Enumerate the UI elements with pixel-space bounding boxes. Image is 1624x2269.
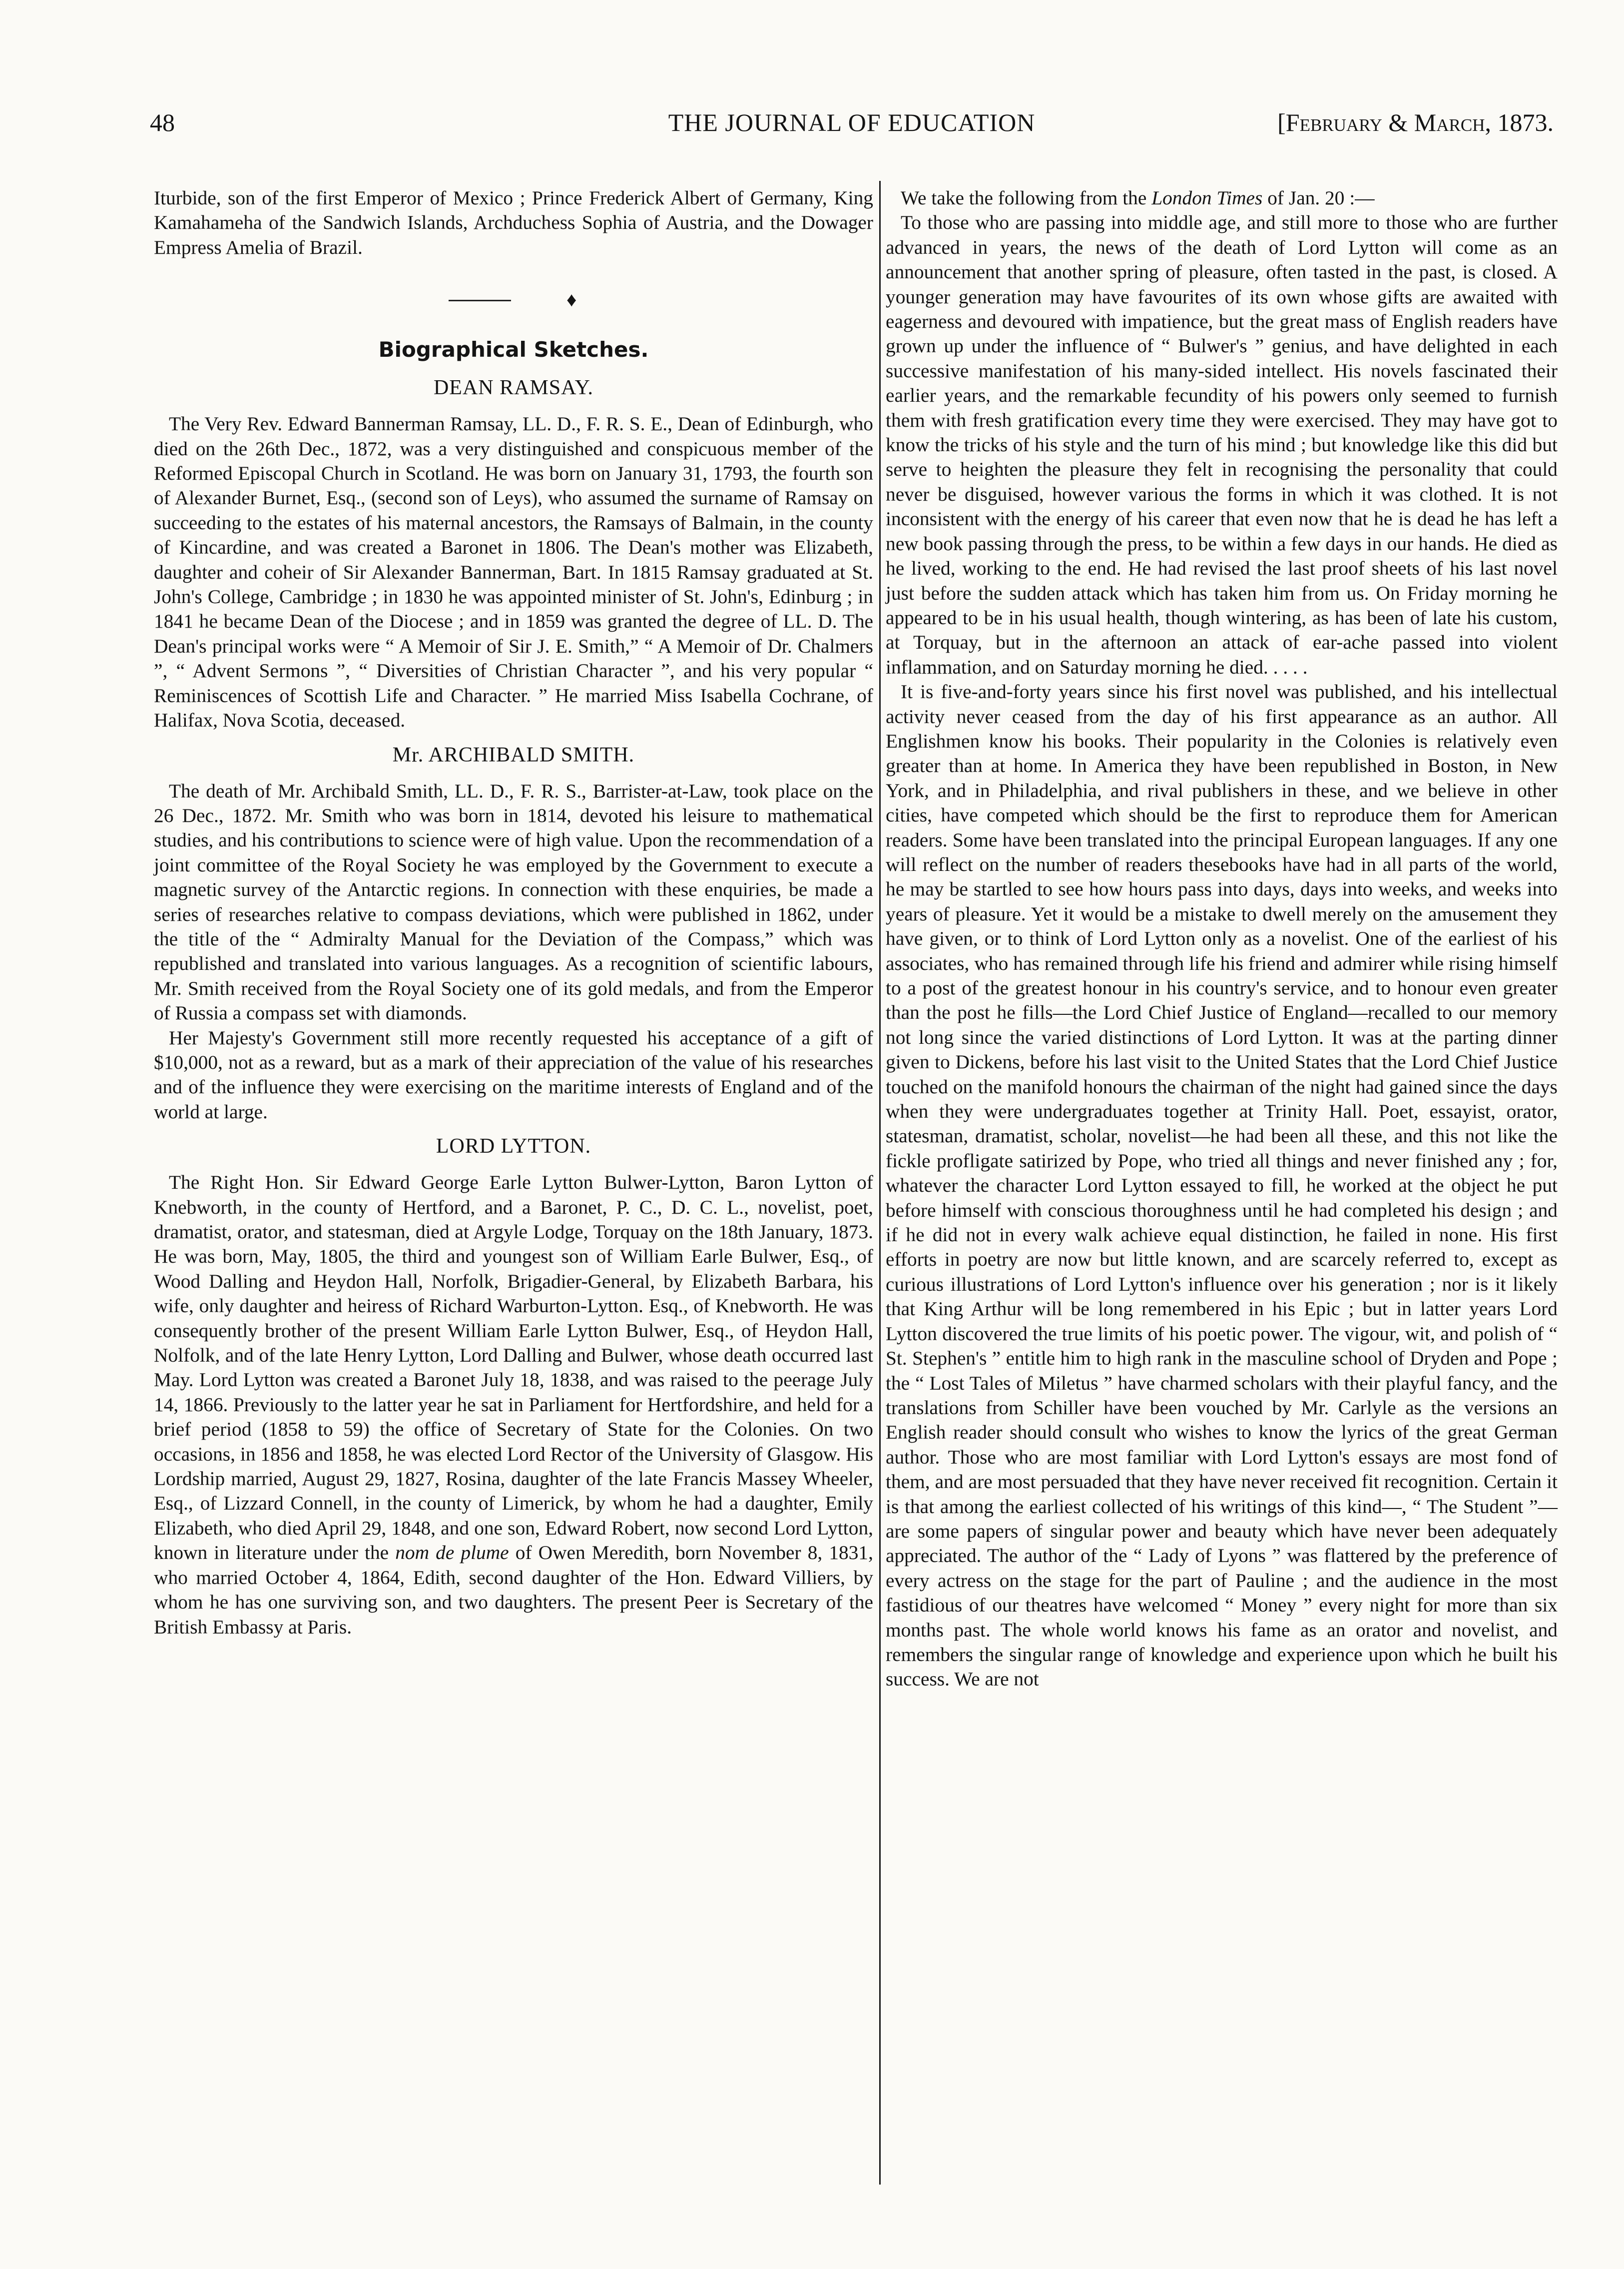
left-column [154, 186, 873, 1639]
divider-line [449, 300, 511, 301]
lytton-text-b: of Owen Meredith, born November 8, 1831, who married October 4, 1864, Edith, second daughter of the Hon. Edward Villiers, by whom he has one surviving son, and two daughters. The present Peer is Secretary of the British Embassy at Paris. [154, 1541, 873, 1638]
ramsay-heading: DEAN RAMSAY. [433, 376, 594, 400]
section-heading: Biographical Sketches. [378, 337, 649, 362]
ramsay-paragraph: The Very Rev. Edward Bannerman Ramsay, LL. D., F. R. S. E., Dean of Edinburgh, who died on the 26th Dec., 1872, was a very distinguished and conspicuous member of the Reformed Episcopal Church in Scotland. He was born on January 31, 1793, the fourth son of Alexander Burnet, Esq., (second son of Leys), who assumed the surname of Ramsay on succeeding to the estates of his maternal ancestors, the Ramsays of Balmain, in the county of Kincardine, and was created a Baronet in 1806. The Dean's mother was Elizabeth, daughter and coheir of Sir Alexander Bannerman, Bart. In 1815 Ramsay graduated at St. John's College, Cambridge ; in 1830 he was appointed minister of St. John's, Edinburg ; in 1841 he became Dean of the Diocese ; and in 1859 was granted the degree of LL. D. The Dean's principal works were “ A Memoir of Sir J. E. Smith,” “ A Memoir of Dr. Chalmers ”, “ Advent Sermons ”, “ Diversities of Christian Character ”, and his very popular “ Reminiscences of Scottish Life and Character. ” He married Miss Isabella Cochrane, of Halifax, Nova Scotia, deceased. [154, 413, 873, 732]
smith-paragraph-2: Her Majesty's Government still more recently requested his acceptance of a gift of $10,000, not as a reward, but as a mark of their appreciation of the value of his researches and of the influence they were exercising on the maritime interests of England and of the world at large. [154, 1026, 873, 1123]
lytton-text-a: The Right Hon. Sir Edward George Earle Lytton Bulwer-Lytton, Baron Lytton of Knebworth, in the county of Hertford, and a Baronet, P. C., D. C. L., novelist, poet, dramatist, orator, and statesman, died at Argyle Lodge, Torquay on the 18th January, 1873. He was born, May, 1805, the third and youngest son of William Earle Bulwer, Esq., of Wood Dalling and Heydon Hall, Norfolk, Brigadier-General, by Elizabeth Barbara, his wife, only daughter and heiress of Richard Warburton-Lytton. Esq., of Knebworth. He was consequently brother of the present William Earle Lytton Bulwer, Esq., of Heydon Hall, Nolfolk, and of the late Henry Lytton, Lord Dalling and Bulwer, whose death occurred last May. Lord Lytton was created a Baronet July 18, 1838, and was raised to the peerage July 14, 1866. Previously to the latter year he sat in Parliament for Hertfordshire, and held for a brief period (1858 to 59) the office of Secretary of State for the Colonies. On two occasions, in 1856 and 1858, he was elected Lord Rector of the University of Glasgow. His Lordship married, August 29, 1827, Rosina, daughter of the late Francis Massey Wheeler, Esq., of Lizzard Connell, in the county of Limerick, by whom he had a daughter, Emily Elizabeth, who died April 29, 1848, and one son, Edward Robert, now second Lord Lytton, known in literature under the [154, 1171, 873, 1564]
lead-text-a: We take the following from the [901, 187, 1147, 209]
times-paragraph-2: It is five-and-forty years since his first novel was published, and his intellectual activity never ceased from the day of his first appearance as an author. All Englishmen know his books. Their popularity in the Colonies is relatively even greater than at home. In America they have been republished in Boston, in New York, and in Philadelphia, and rival publishers in these, and we believe in other cities, have competed which should be the first to reproduce them for American readers. Some have been translated into the principal European languages. If any one will reflect on the number of readers thesebooks have had in all parts of the world, he may be startled to see how hours pass into days, days into weeks, and weeks into years of pleasure. Yet it would be a mistake to dwell merely on the amusement they have given, or to think of Lord Lytton only as a novelist. One of the earliest of his associates, who has remained through life his friend and admirer while rising himself to a post of the greatest honour in his country's service, and to honour even greater than the post he fills—the Lord Chief Justice of England—recalled to our memory not long since the varied distinctions of Lord Lytton. It was at the parting dinner given to Dickens, before his last visit to the United States that the Lord Chief Justice touched on the manifold honours the chairman of the night had gained since the days when they were undergraduates together at Trinity Hall. Poet, essayist, orator, statesman, dramatist, scholar, novelist—he had been all these, and this not like the fickle profligate satirized by Pope, who tried all things and never finished any ; for, whatever the character Lord Lytton essayed to fill, he worked at the object he put before himself with conscious thoroughness until he had completed his design ; and if he did not in every walk achieve equal distinction, he failed in none. His first efforts in poetry are now but little known, and are scarcely referred to, except as curious illustrations of Lord Lytton's influence over his generation ; nor is it likely that King Arthur will be long remembered in his Epic ; but in latter years Lord Lytton discovered the true limits of his poetic power. The vigour, wit, and polish of “ St. Stephen's ” entitle him to high rank in the masculine school of Dryden and Pope ; the “ Lost Tales of Miletus ” have charmed scholars with their playful fancy, and the translations from Schiller have been vouched by Mr. Carlyle as the versions an English reader should consult who wishes to know the lyrics of the great German author. Those who are most familiar with Lord Lytton's essays are most fond of them, and are most persuaded that they have never received fit recognition. Certain it is that among the earliest collected of his writings of this kind—, “ The Student ”—are some papers of singular power and beauty which have never been adequately appreciated. The author of the “ Lady of Lyons ” was flattered by the preference of every actress on the stage for the part of Pauline ; and the audience in the most fastidious of our theatres have welcomed “ Money ” every night for more than six months past. The whole world knows his fame as an orator and novelist, and remembers the singular range of knowledge and experience upon which he built his success. We are not [886, 681, 1558, 1690]
lead-source: London Times [1151, 187, 1263, 209]
lytton-paragraph [154, 1170, 873, 1639]
lytton-heading: LORD LYTTON. [436, 1135, 591, 1158]
page-number: 48 [150, 108, 175, 136]
smith-heading: Mr. ARCHIBALD SMITH. [392, 743, 635, 766]
issue-date: [February & March, 1873. [1277, 108, 1554, 136]
diamond-ornament-icon: ♦ [566, 288, 577, 311]
page-header [150, 102, 1554, 142]
section-divider [154, 280, 873, 325]
lead-text-b: of Jan. 20 :— [1267, 187, 1375, 209]
journal-title: THE JOURNAL OF EDUCATION [668, 108, 1036, 136]
right-column [886, 186, 1558, 1692]
intro-paragraph: Iturbide, son of the first Emperor of Mexico ; Prince Frederick Albert of Germany, King Kamahameha of the Sandwich Islands, Archduchess Sophia of Austria, and the Dowager Empress Amelia of Brazil. [154, 187, 873, 258]
times-paragraph-1: To those who are passing into middle age, and still more to those who are further advanced in years, the news of the death of Lord Lytton will come as an announcement that another spring of pleasure, often tasted in the past, is closed. A younger generation may have favourites of its own whose gifts are awaited with eagerness and devoured with impatience, but the great mass of English readers have grown up under the influence of “ Bulwer's ” genius, and have delighted in each successive manifestation of his many-sided intellect. His novels fascinated their earlier years, and the remarkable fecundity of his powers only seemed to furnish them with fresh gratification every time they were exercised. They may have got to know the tricks of his style and the turn of his mind ; but knowledge like this did but serve to heighten the pleasure they felt in recognising the personality that could never be disguised, however various the forms in which it was clothed. It is not inconsistent with the energy of his career that even now that he is dead he has left a new book passing through the press, to be within a few days in our hands. He died as he lived, working to the end. He had revised the last proof sheets of his last novel just before the sudden attack which has taken him from us. On Friday morning he appeared to be in his usual health, though wintering, as has been of late his custom, at Torquay, but in the afternoon an attack of ear-ache passed into violent inflammation, and on Saturday morning he died. . . . . [886, 211, 1558, 678]
column-rule [879, 181, 881, 2185]
lytton-text-em: nom de plume [395, 1541, 509, 1564]
times-lead [886, 186, 1558, 210]
smith-paragraph-1: The death of Mr. Archibald Smith, LL. D., F. R. S., Barrister-at-Law, took place on the 26 Dec., 1872. Mr. Smith who was born in 1814, devoted his leisure to mathematical studies, and his contributions to science were of high value. Upon the recommendation of a joint committee of the Royal Society he was employed by the Government to execute a magnetic survey of the Antarctic regions. In connection with these enquiries, be made a series of researches relative to compass deviations, which were published in 1862, under the title of the “ Admiralty Manual for the Deviation of the Compass,” which was republished and translated into various languages. As a recognition of scientific labours, Mr. Smith received from the Royal Society one of its gold medals, and from the Emperor of Russia a compass set with diamonds. [154, 779, 873, 1024]
